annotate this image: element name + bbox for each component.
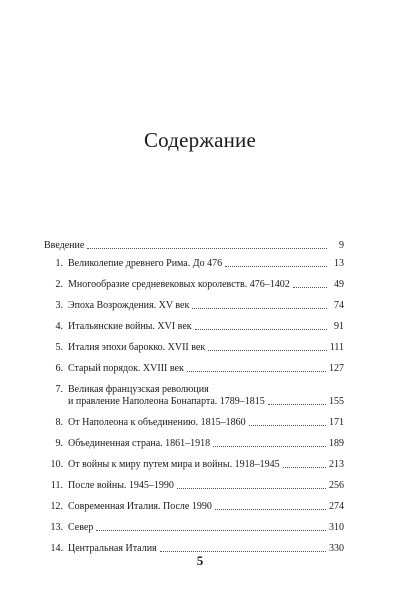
toc-entry-number: 2. bbox=[55, 279, 63, 290]
toc-entry-number: 14. bbox=[50, 543, 63, 554]
leader-dots bbox=[293, 287, 327, 288]
toc-entry-number: 10. bbox=[50, 459, 63, 470]
toc-entry[interactable] bbox=[44, 342, 344, 354]
toc-entry[interactable] bbox=[44, 459, 344, 471]
toc-entry[interactable] bbox=[44, 522, 344, 534]
toc-entry-page: 155 bbox=[329, 396, 344, 407]
table-of-contents bbox=[44, 240, 344, 555]
leader-dots bbox=[268, 404, 326, 405]
leader-dots bbox=[192, 308, 327, 309]
toc-entry-number: 12. bbox=[50, 501, 63, 512]
toc-entry-number: 9. bbox=[55, 438, 63, 449]
toc-entry[interactable] bbox=[44, 363, 344, 375]
toc-entry-label: После войны. 1945–1990 bbox=[68, 480, 174, 491]
toc-entry-label: От Наполеона к объединению. 1815–1860 bbox=[68, 417, 246, 428]
toc-entry-page: 274 bbox=[329, 501, 344, 512]
page-number: 5 bbox=[196, 553, 204, 568]
toc-entry-page: 127 bbox=[329, 363, 344, 374]
toc-entry-label: Введение bbox=[44, 240, 85, 251]
toc-entry-number: 13. bbox=[50, 522, 63, 533]
toc-entry-label: Эпоха Возрождения. XV век bbox=[68, 300, 190, 311]
toc-entry-page: 171 bbox=[329, 417, 344, 428]
leader-dots bbox=[213, 446, 326, 447]
toc-entry-number: 5. bbox=[55, 342, 63, 353]
leader-dots bbox=[249, 425, 326, 426]
toc-entry-label: От войны к миру путем мира и войны. 1918–1945 bbox=[68, 459, 280, 470]
toc-entry-label: Великолепие древнего Рима. До 476 bbox=[68, 258, 223, 269]
toc-entry-label: Центральная Италия bbox=[68, 543, 157, 554]
toc-entry-page: 13 bbox=[334, 258, 344, 269]
toc-entry-page: 330 bbox=[329, 543, 344, 554]
toc-entry-label: Итальянские войны. XVI век bbox=[68, 321, 192, 332]
toc-entry-page: 111 bbox=[329, 342, 344, 353]
toc-entry-label: Современная Италия. После 1990 bbox=[68, 501, 212, 512]
leader-dots bbox=[187, 371, 326, 372]
toc-entry[interactable] bbox=[44, 417, 344, 429]
toc-entry-page: 189 bbox=[329, 438, 344, 449]
leader-dots bbox=[96, 530, 326, 531]
toc-entry-number: 4. bbox=[55, 321, 63, 332]
toc-entry-label: Италия эпохи барокко. XVII век bbox=[68, 342, 206, 353]
toc-entry-page: 310 bbox=[329, 522, 344, 533]
toc-entry[interactable] bbox=[44, 321, 344, 333]
toc-entry-page: 49 bbox=[334, 279, 344, 290]
toc-entry-label: Объединенная страна. 1861–1918 bbox=[68, 438, 211, 449]
toc-entry-page: 256 bbox=[329, 480, 344, 491]
toc-entry-label-continued: и правление Наполеона Бонапарта. 1789–1815 bbox=[68, 396, 265, 407]
toc-entry[interactable] bbox=[44, 501, 344, 513]
toc-entry-page: 91 bbox=[334, 321, 344, 332]
toc-entry-page: 213 bbox=[329, 459, 344, 470]
toc-entry-page: 74 bbox=[334, 300, 344, 311]
leader-dots bbox=[160, 551, 326, 552]
toc-entry-page: 9 bbox=[339, 240, 344, 251]
toc-entry-number: 3. bbox=[55, 300, 63, 311]
toc-entry-number: 8. bbox=[55, 417, 63, 428]
toc-entry[interactable] bbox=[44, 300, 344, 312]
toc-entry[interactable] bbox=[44, 258, 344, 270]
toc-entry-label: Великая французская революция bbox=[68, 384, 209, 395]
toc-entry[interactable] bbox=[44, 438, 344, 450]
toc-entry-label: Старый порядок. XVIII век bbox=[68, 363, 184, 374]
leader-dots bbox=[283, 467, 326, 468]
toc-entry-label: Многообразие средневековых королевств. 476–1402 bbox=[68, 279, 290, 290]
toc-entry-intro[interactable] bbox=[44, 240, 344, 252]
toc-entry-number: 6. bbox=[55, 363, 63, 374]
leader-dots bbox=[208, 350, 327, 351]
page-title: Содержание bbox=[143, 128, 257, 152]
toc-entry[interactable] bbox=[44, 480, 344, 492]
toc-entry-number: 11. bbox=[50, 480, 63, 491]
toc-entry[interactable] bbox=[44, 279, 344, 291]
toc-entry-label: Север bbox=[68, 522, 94, 533]
leader-dots bbox=[225, 266, 327, 267]
leader-dots bbox=[177, 488, 326, 489]
toc-entry-multiline[interactable] bbox=[44, 384, 344, 396]
toc-entry-number: 7. bbox=[55, 384, 63, 395]
toc-entry-number: 1. bbox=[55, 258, 63, 269]
leader-dots bbox=[215, 509, 326, 510]
leader-dots bbox=[87, 248, 327, 249]
leader-dots bbox=[195, 329, 327, 330]
toc-entry-continuation[interactable] bbox=[44, 396, 344, 408]
